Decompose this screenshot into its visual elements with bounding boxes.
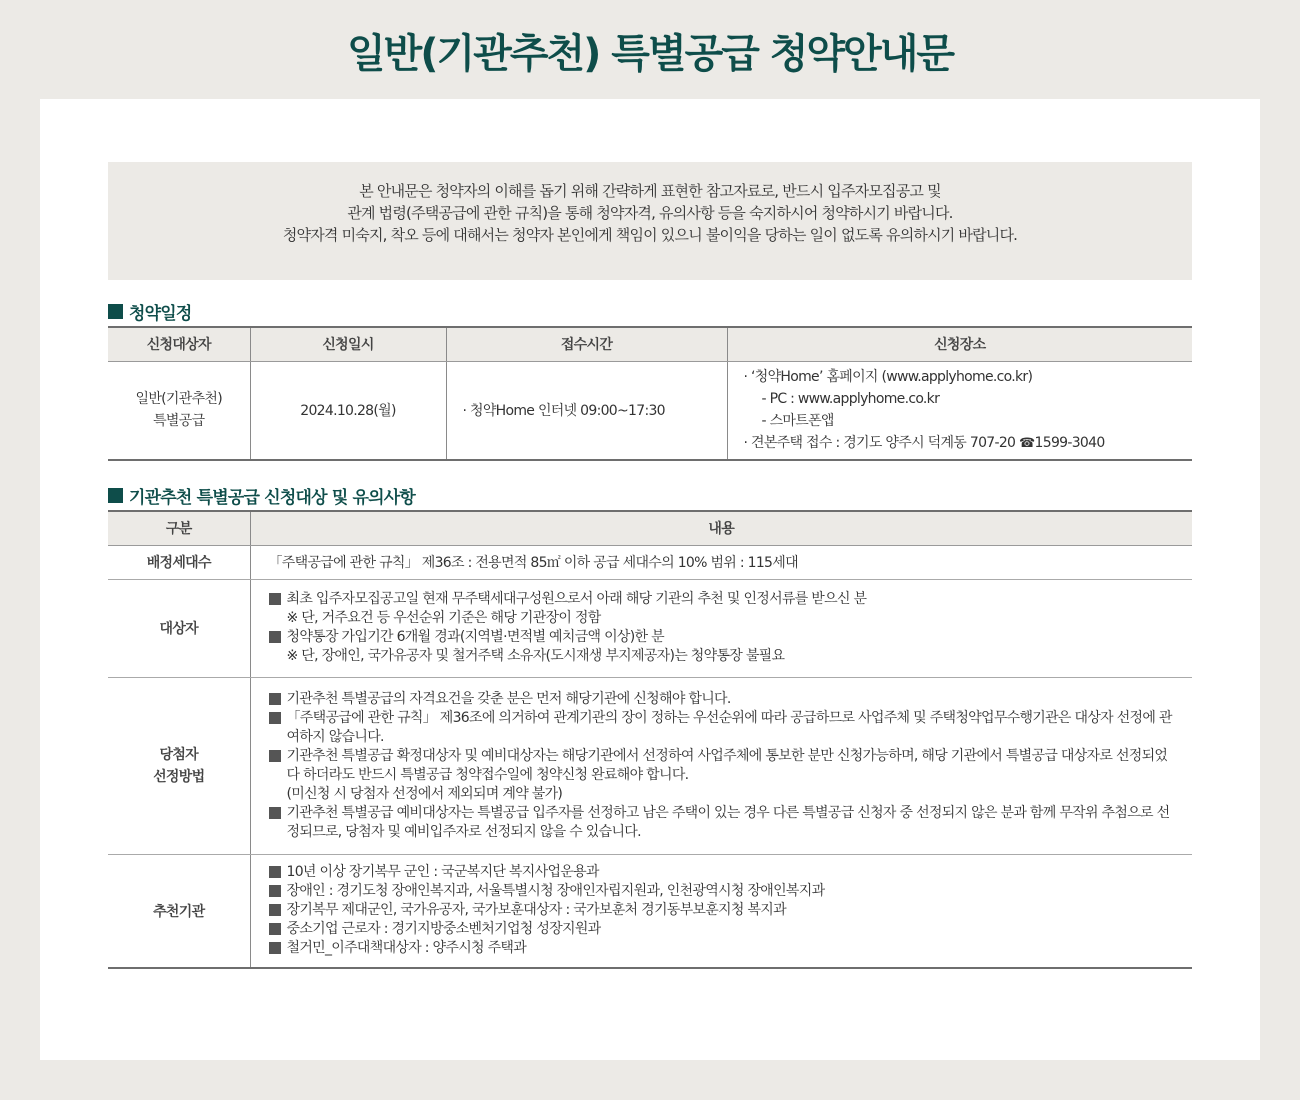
section-title-text: 기관추천 특별공급 신청대상 및 유의사항 <box>129 488 416 508</box>
list-item <box>269 690 1181 709</box>
list-item <box>269 920 1175 939</box>
table-row <box>108 677 1192 854</box>
item-text: 장기복무 제대군인, 국가유공자, 국가보훈대상자 : 국가보훈처 경기동부보훈지청 복지과 <box>286 902 786 919</box>
item-text: 청약통장 가입기간 6개월 경과(지역별·면적별 예치금액 이상)한 분 <box>286 629 664 645</box>
row-content: 「주택공급에 관한 규칙」 제36조 : 전용면적 85㎡ 이하 공급 세대수의 10% 범위 : 115세대 <box>250 545 1192 579</box>
item-text: 10년 이상 장기복무 군인 : 국군복지단 복지사업운용과 <box>286 864 599 881</box>
eligibility-table <box>108 510 1192 969</box>
table-header-row <box>108 511 1192 545</box>
row-content <box>250 677 1192 854</box>
notice-line: 관계 법령(주택공급에 관한 규칙)을 통해 청약자격, 유의사항 등을 숙지하시어 청약하시기 바랍니다. <box>347 204 953 222</box>
target-line: 특별공급 <box>153 413 205 429</box>
square-bullet-icon <box>269 904 281 916</box>
label-line: 당첨자 <box>159 746 198 763</box>
item-text: 기관추천 특별공급 예비대상자는 특별공급 입주자를 선정하고 남은 주택이 있는 경우 다른 특별공급 신청자 중 선정되지 않은 분과 함께 무작위 추첨으로 선정되므로, 당첨자 및 예비입주자로 선정되지 않을 수 있습니다. <box>286 804 1170 840</box>
cell-date: 2024.10.28(월) <box>250 361 446 460</box>
square-bullet-icon <box>269 942 281 954</box>
row-content <box>250 579 1192 677</box>
header-date: 신청일시 <box>250 327 446 361</box>
item-text: 기관추천 특별공급 확정대상자 및 예비대상자는 해당기관에서 선정하여 사업주체에 통보한 분만 신청가능하며, 해당 기관에서 특별공급 대상자로 선정되었다 하더라도 반드시 특별공급 청약접수일에 청약신청 완료해야 합니다. <box>286 747 1168 783</box>
place-line: - 스마트폰앱 <box>761 412 834 429</box>
list-item <box>269 939 1175 958</box>
note: (미신청 시 당첨자 선정에서 제외되며 계약 불가) <box>286 785 563 802</box>
row-label: 대상자 <box>108 579 250 677</box>
label-line: 선정방법 <box>153 768 205 785</box>
notice-box <box>108 162 1192 280</box>
square-bullet-icon <box>269 631 281 643</box>
item-text: 장애인 : 경기도청 장애인복지과, 서울특별시청 장애인자립지원과, 인천광역시청 장애인복지과 <box>286 883 825 900</box>
schedule-table <box>108 326 1192 461</box>
list-item <box>269 901 1175 920</box>
item-text: 중소기업 근로자 : 경기지방중소벤처기업청 성장지원과 <box>286 921 601 938</box>
cell-time: · 청약Home 인터넷 09:00~17:30 <box>446 361 727 460</box>
target-line: 일반(기관추천) <box>135 391 222 407</box>
item-text: 「주택공급에 관한 규칙」 제36조에 의거하여 관계기관의 장이 정하는 우선순위에 따라 공급하므로 사업주체 및 주택청약업무수행기관은 대상자 선정에 관여하지 않습니다. <box>286 709 1172 745</box>
item-text: 철거민_이주대책대상자 : 양주시청 주택과 <box>286 940 527 957</box>
square-bullet-icon <box>108 488 123 503</box>
section-title-schedule <box>108 299 192 324</box>
header-category: 구분 <box>108 511 250 545</box>
page-title: 일반(기관추천) 특별공급 청약안내문 <box>346 31 953 77</box>
place-line <box>744 432 1193 455</box>
note: ※ 단, 거주요건 등 우선순위 기준은 해당 기관장이 정함 <box>286 610 601 626</box>
row-label: 배정세대수 <box>108 545 250 579</box>
item-text: 최초 입주자모집공고일 현재 무주택세대구성원으로서 아래 해당 기관의 추천 및 인정서류를 받으신 분 <box>286 591 867 607</box>
header-target: 신청대상자 <box>108 327 250 361</box>
place-address: · 견본주택 접수 : 경기도 양주시 덕계동 707-20 <box>743 434 1020 451</box>
section-title-eligibility <box>108 483 415 508</box>
phone-number: 1599-3040 <box>1034 434 1105 451</box>
square-bullet-icon <box>269 866 281 878</box>
phone-icon: ☎ <box>1019 435 1035 451</box>
square-bullet-icon <box>269 807 281 819</box>
header-place: 신청장소 <box>727 327 1192 361</box>
square-bullet-icon <box>269 750 281 762</box>
notice-line: 본 안내문은 청약자의 이해를 돕기 위해 간략하게 표현한 참고자료로, 반드시 입주자모집공고 및 <box>359 182 941 200</box>
square-bullet-icon <box>269 923 281 935</box>
table-row <box>108 854 1192 968</box>
list-item <box>269 747 1181 785</box>
item-text: 기관추천 특별공급의 자격요건을 갖춘 분은 먼저 해당기관에 신청해야 합니다. <box>286 690 731 707</box>
content-card <box>40 99 1260 1060</box>
list-item <box>269 882 1175 901</box>
note: ※ 단, 장애인, 국가유공자 및 철거주택 소유자(도시재생 부지제공자)는 청약통장 불필요 <box>286 648 785 664</box>
square-bullet-icon <box>269 593 281 605</box>
list-item <box>269 863 1175 882</box>
cell-target <box>108 361 250 460</box>
list-item <box>269 804 1181 842</box>
list-item <box>269 590 1175 609</box>
table-header-row <box>108 327 1192 361</box>
square-bullet-icon <box>108 304 123 319</box>
header-time: 접수시간 <box>446 327 727 361</box>
list-item <box>269 628 1175 647</box>
square-bullet-icon <box>269 712 281 724</box>
place-line: - PC : www.applyhome.co.kr <box>761 390 940 407</box>
table-row <box>108 361 1192 460</box>
square-bullet-icon <box>269 885 281 897</box>
table-row <box>108 545 1192 579</box>
place-line: · ‘청약Home’ 홈페이지 (www.applyhome.co.kr) <box>743 368 1033 385</box>
section-title-text: 청약일정 <box>129 304 192 324</box>
header-content: 내용 <box>250 511 1192 545</box>
row-label: 추천기관 <box>108 854 250 968</box>
square-bullet-icon <box>269 693 281 705</box>
table-row <box>108 579 1192 677</box>
row-content <box>250 854 1192 968</box>
row-label <box>108 677 250 854</box>
cell-place <box>727 361 1192 460</box>
list-item <box>269 709 1181 747</box>
notice-line: 청약자격 미숙지, 착오 등에 대해서는 청약자 본인에게 책임이 있으니 불이익을 당하는 일이 없도록 유의하시기 바랍니다. <box>282 226 1018 244</box>
